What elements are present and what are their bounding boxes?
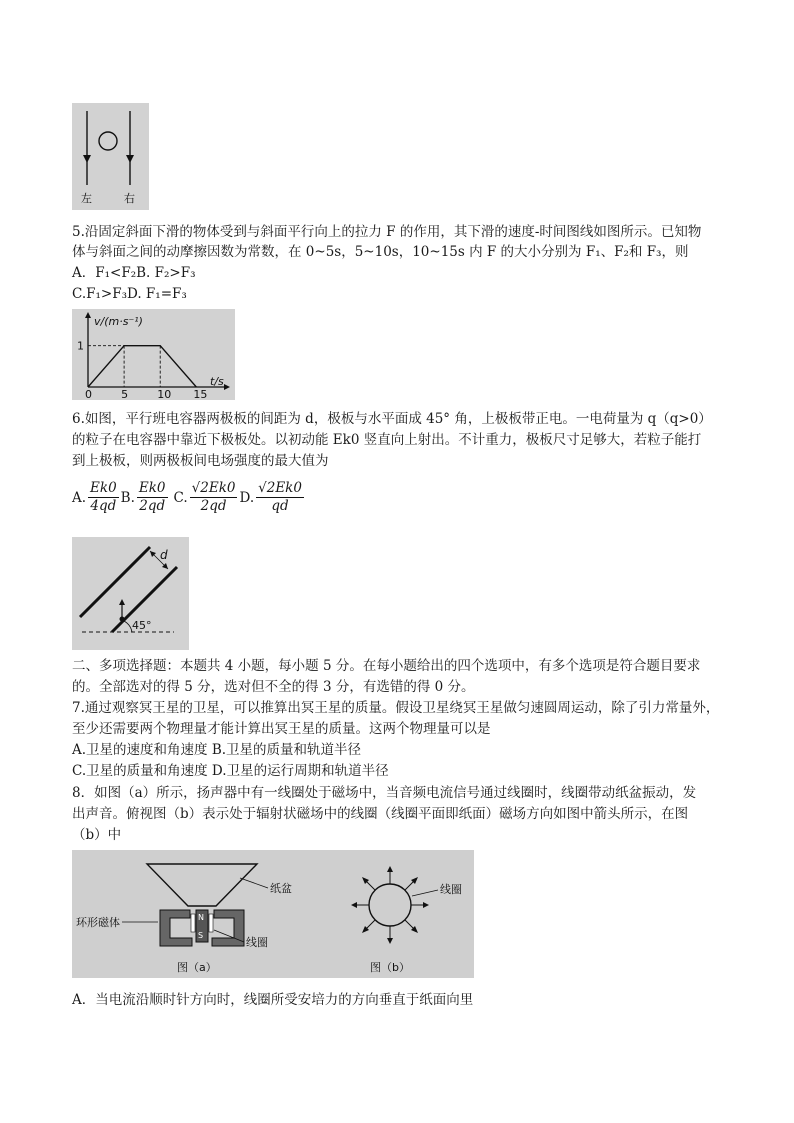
q4-figure [72,103,149,210]
q8-line3: （b）中 [72,827,122,843]
coil-a-label: 线圈 [246,936,268,949]
q7-line2: 至少还需要两个物理量才能计算出冥王星的质量。这两个物理量可以是 [72,721,491,737]
left-label: 左 [81,192,92,205]
q6-line3: 到上极板，则两极板间电场强度的最大值为 [72,453,329,469]
q6-line1: 6.如图，平行班电容器两极板的间距为 d，极板与水平面成 45° 角，上极板带正电。一电荷量为 q（q>0） [72,411,712,427]
q6-line2: 的粒子在电容器中靠近下极板处。以初动能 Ek0 竖直向上射出。不计重力，极板尺寸足够大，若粒子能打 [72,432,702,448]
section2-line2: 的。全部选对的得 5 分，选对但不全的得 3 分，有选错的得 0 分。 [72,679,475,695]
q5-options-ab: A．F₁<F₂B. F₂>F₃ [72,265,196,281]
y-axis-arrow-icon [85,312,91,318]
vt-y-tick-label: 1 [77,339,84,353]
y-axis-label: v/(m·s⁻¹) [94,315,143,328]
q8-line1: 8．如图（a）所示，扬声器中有一线圈处于磁场中，当音频电流信号通过线圈时，线圈带动纸盆振动，发 [72,785,697,801]
angle-label: 45° [132,619,152,632]
gap-label: d [160,548,168,562]
north-pole-label: N [198,913,204,922]
q7-options-ab: A.卫星的速度和角速度 B.卫星的质量和轨道半径 [72,742,362,758]
particle-icon [120,617,125,622]
q5-line2: 体与斜面之间的动摩擦因数为常数，在 0~5s，5~10s，10~15s 内 F 的大小分别为 F₁、F₂和 F₃，则 [72,244,689,260]
south-pole-label: S [198,931,204,940]
right-label: 右 [124,192,135,205]
q8-option-a: A．当电流沿顺时针方向时，线圈所受安培力的方向垂直于纸面向里 [72,992,474,1008]
paper-cone [147,864,257,906]
q6-option-a-denominator: 4qd [90,498,117,514]
q6-option-c-numerator: √2Ek0 [191,480,236,496]
cone-leader-line [240,878,268,888]
q6-options [72,480,306,515]
q6-option-a-letter: A. [72,489,87,506]
q6-option-b-denominator: 2qd [139,498,166,514]
magnet-label: 环形磁体 [76,916,120,929]
q4-figure-svg [72,103,149,210]
vt-x-tick-label: 0 [85,388,92,400]
right-arrow-down-icon [126,155,134,163]
figure-a-caption: 图（a） [177,961,217,974]
q7-options-cd: C.卫星的质量和角速度 D.卫星的运行周期和轨道半径 [72,763,389,779]
vt-chart [72,309,235,400]
q7-line1: 7.通过观察冥王星的卫星，可以推算出冥王星的质量。假设卫星绕冥王星做匀速圆周运动，除了引力常量外， [72,700,720,716]
vt-x-tick-label: 15 [193,388,208,400]
coil-circle-icon [369,884,411,926]
capacitor-figure [72,537,189,650]
capacitor-figure-svg [72,537,189,650]
q5-line1: 5.沿固定斜面下滑的物体受到与斜面平行向上的拉力 F 的作用，其下滑的速度-时间图线如图所示。已知物 [72,224,702,240]
q6-option-a-fraction [88,480,119,515]
coil-right [209,914,213,932]
speaker-figure-svg [72,850,474,978]
vt-x-tick-label: 5 [121,388,129,400]
q6-option-c-letter: C. [173,489,188,506]
q5-options-cd: C.F₁>F₃D. F₁=F₃ [72,286,187,302]
q6-option-b-numerator: Ek0 [138,480,166,496]
left-arrow-down-icon [83,155,91,163]
q8-line2: 出声音。俯视图（b）表示处于辐射状磁场中的线圈（线圈平面即纸面）磁场方向如图中箭头所示，在图 [72,806,689,822]
q6-option-d-letter: D. [239,489,255,506]
angle-arc [124,621,132,632]
q6-option-c-denominator: 2qd [200,498,227,514]
cone-label: 纸盆 [270,882,292,895]
q6-option-a-numerator: Ek0 [90,480,117,496]
coil-b-leader-line [412,890,438,896]
loop-circle-icon [99,132,117,150]
q6-option-c-fraction [190,480,238,515]
q6-option-b-letter: B. [120,489,135,506]
q6-option-d-numerator: √2Ek0 [258,480,302,496]
q6-option-d-fraction [256,480,304,515]
x-axis-arrow-icon [224,384,230,390]
figure-b-caption: 图（b） [370,961,410,974]
vt-x-tick-label: 10 [157,388,172,400]
radial-field-view [351,866,462,944]
speaker-figure [72,850,474,978]
magnet-right-half [212,910,244,946]
q6-option-d-denominator: qd [271,498,289,514]
magnet-left-half [160,910,192,946]
velocity-arrow-head-icon [119,599,125,605]
coil-b-label: 线圈 [440,883,462,896]
x-axis-label: t/s [210,375,224,388]
vt-chart-svg [72,309,235,400]
section2-line1: 二、多项选择题：本题共 4 小题，每小题 5 分。在每小题给出的四个选项中，有多个选项是符合题目要求 [72,658,701,674]
coil-left [191,914,195,932]
q6-option-b-fraction [137,480,168,515]
vt-series-line [88,346,196,387]
